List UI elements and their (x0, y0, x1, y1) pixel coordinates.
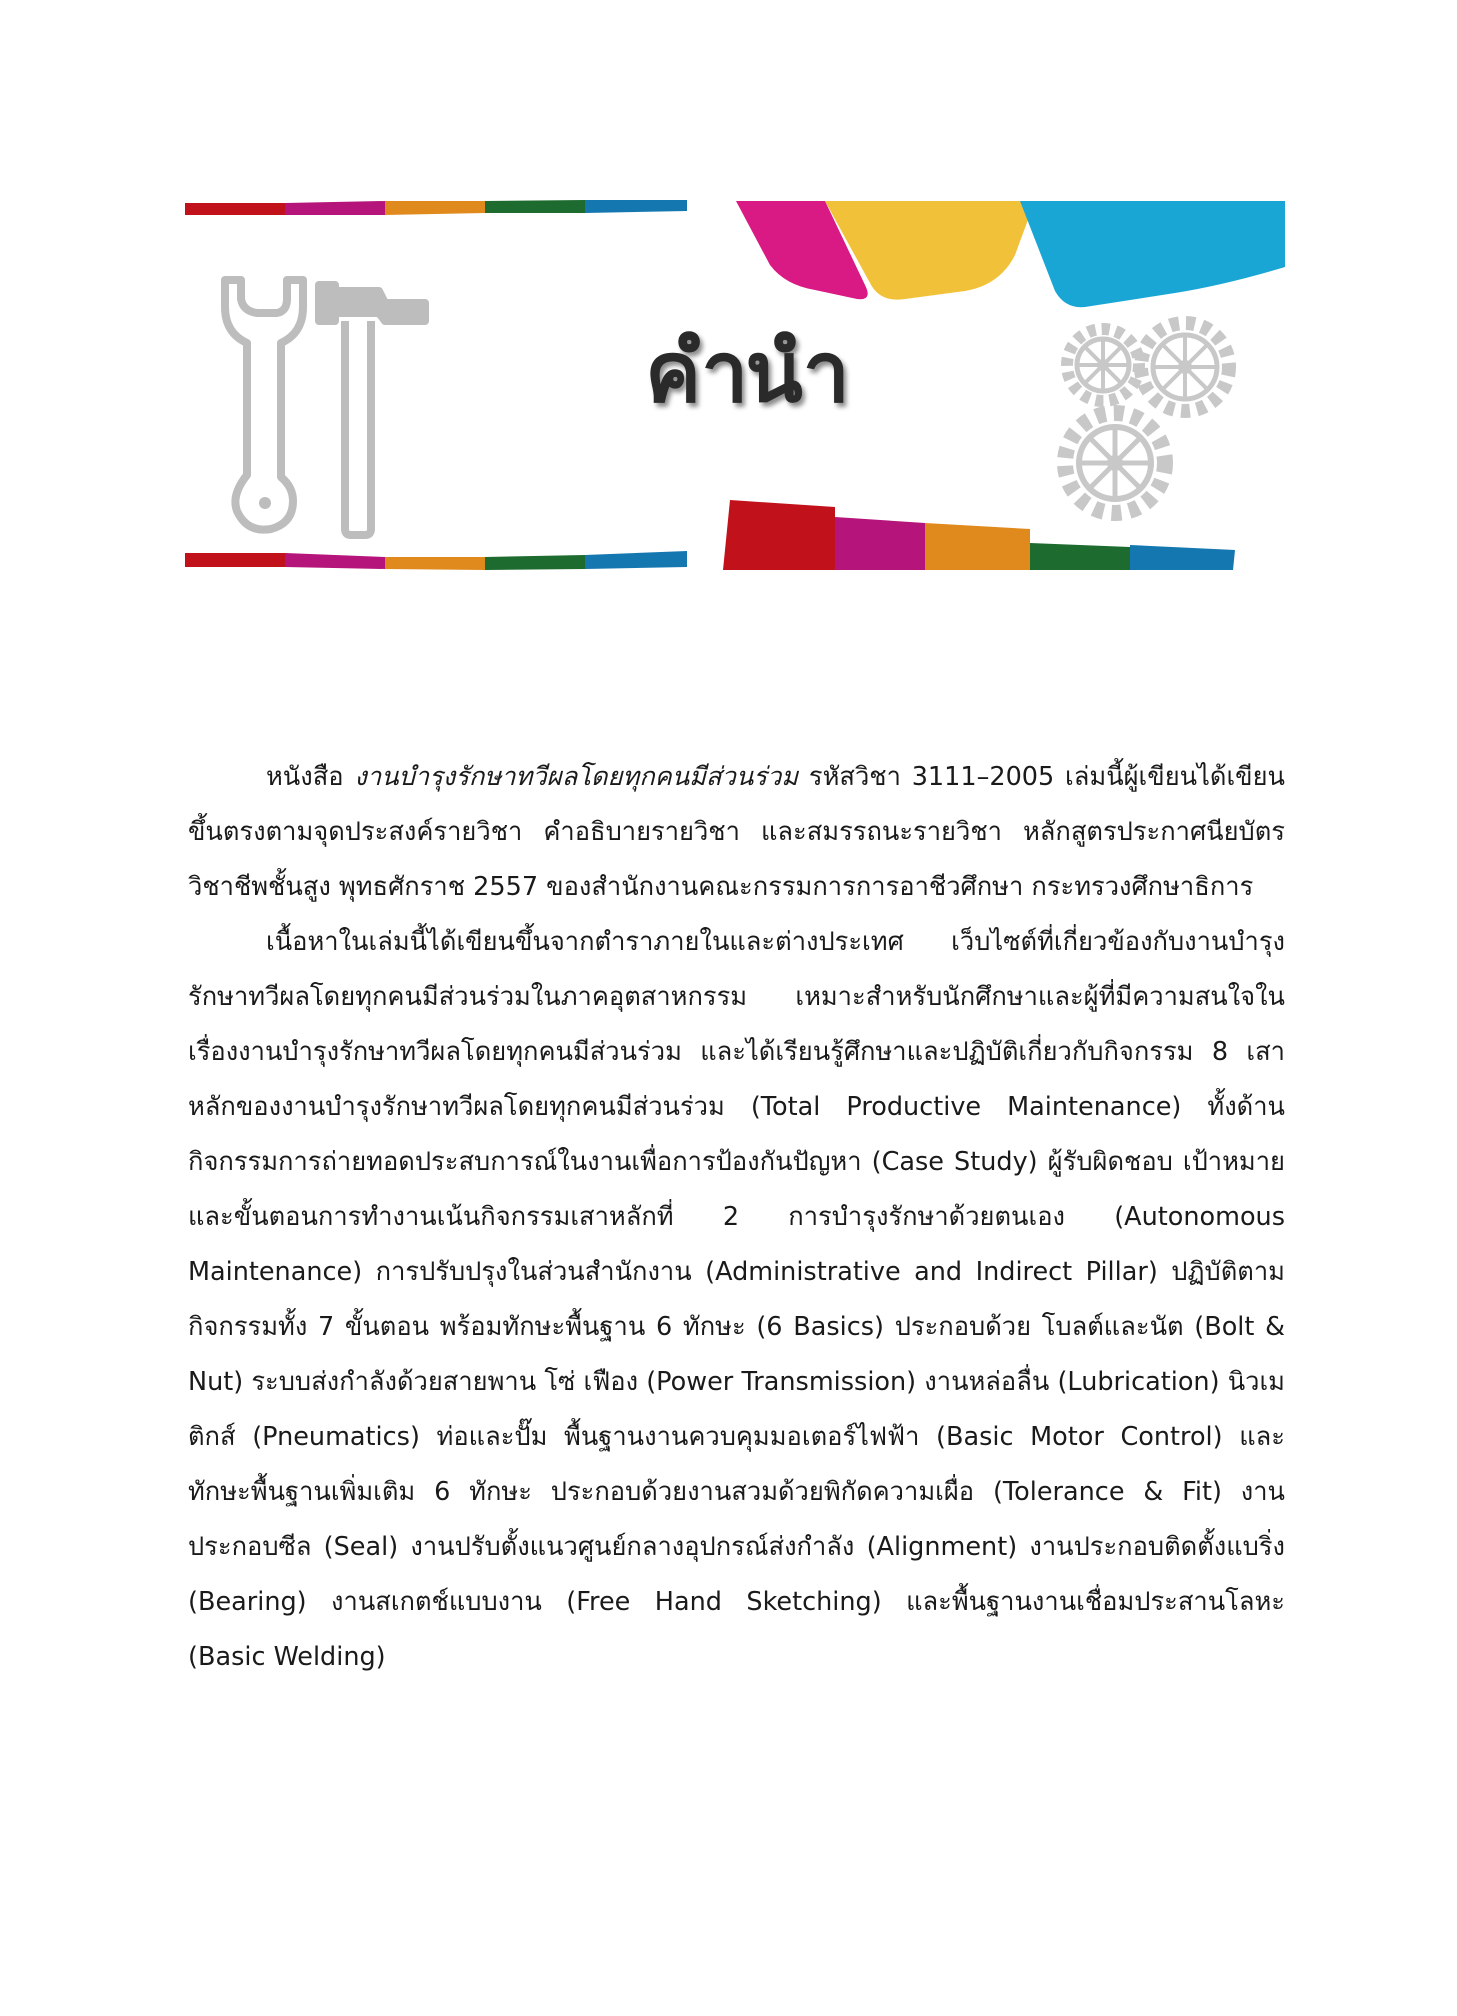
bottom-right-blocks (723, 500, 1235, 570)
gear-icon (1065, 413, 1165, 513)
page-title: คำนำ (645, 323, 847, 421)
gear-icon (1141, 323, 1229, 411)
body-text (188, 750, 1285, 1685)
bottom-left-color-strip (185, 551, 687, 570)
wrench-icon (225, 280, 303, 530)
paragraph-1-prefix: หนังสือ (266, 762, 355, 792)
paragraph-1-rest: รหัสวิชา 3111–2005 เล่มนี้ผู้เขียนได้เขียนขึ้นตรงตามจุดประสงค์รายวิชา คำอธิบายรายวิชา และสมรรถนะรายวิชา หลักสูตรประกาศนียบัตรวิชาชีพชั้นสูง พุทธศักราช 2557 ของสำนักงานคณะกรรมการการอาชีวศึกษา กระทรวงศึกษาธิการ (188, 762, 1285, 902)
paragraph-2: เนื้อหาในเล่มนี้ได้เขียนขึ้นจากตำราภายในและต่างประเทศ เว็บไซต์ที่เกี่ยวข้องกับงานบำรุงรักษาทวีผลโดยทุกคนมีส่วนร่วมในภาคอุตสาหกรรม เหมาะสำหรับนักศึกษาและผู้ที่มีความสนใจในเรื่องงานบำรุงรักษาทวีผลโดยทุกคนมีส่วนร่วม และได้เรียนรู้ศึกษาและปฏิบัติเกี่ยวกับกิจกรรม 8 เสาหลักของงานบำรุงรักษาทวีผลโดยทุกคนมีส่วนร่วม (Total Productive Maintenance) ทั้งด้านกิจกรรมการถ่ายทอดประสบการณ์ในงานเพื่อการป้องกันปัญหา (Case Study) ผู้รับผิดชอบ เป้าหมายและขั้นตอนการทำงานเน้นกิจกรรมเสาหลักที่ 2 การบำรุงรักษาด้วยตนเอง (Autonomous Maintenance) การปรับปรุงในส่วนสำนักงาน (Administrative and Indirect Pillar) ปฏิบัติตามกิจกรรมทั้ง 7 ขั้นตอน พร้อมทักษะพื้นฐาน 6 ทักษะ (6 Basics) ประกอบด้วย โบลต์และนัต (Bolt & Nut) ระบบส่งกำลังด้วยสายพาน โซ่ เฟือง (Power Transmission) งานหล่อลื่น (Lubrication) นิวเมติกส์ (Pneumatics) ท่อและปั๊ม พื้นฐานงานควบคุมมอเตอร์ไฟฟ้า (Basic Motor Control) และทักษะพื้นฐานเพิ่มเติม 6 ทักษะ ประกอบด้วยงานสวมด้วยพิกัดความเผื่อ (Tolerance & Fit) งานประกอบซีล (Seal) งานปรับตั้งแนวศูนย์กลางอุปกรณ์ส่งกำลัง (Alignment) งานประกอบติดตั้งแบริ่ง (Bearing) งานสเกตช์แบบงาน (Free Hand Sketching) และพื้นฐานงานเชื่อมประสานโลหะ (Basic Welding) (188, 927, 1285, 1672)
paragraph-1 (188, 750, 1285, 915)
top-right-shapes (736, 201, 1285, 307)
hammer-icon (319, 285, 425, 535)
book-title: งานบำรุงรักษาทวีผลโดยทุกคนมีส่วนร่วม (354, 762, 799, 792)
gear-icon (1067, 329, 1139, 401)
top-left-color-strip (185, 200, 687, 215)
